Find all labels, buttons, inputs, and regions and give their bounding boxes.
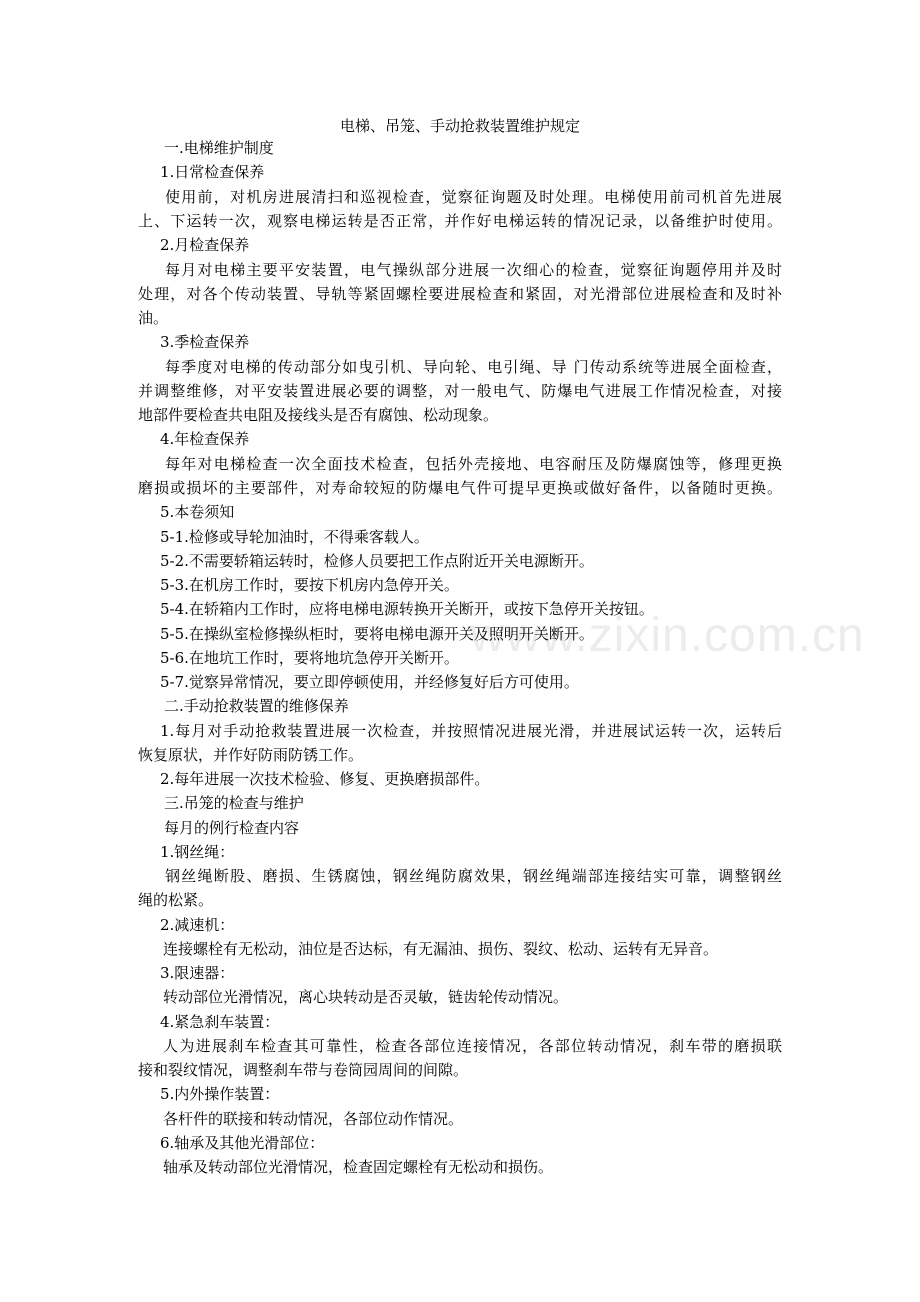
paragraph-line: 处理，对各个传动装置、导轨等紧固螺栓要进展检查和紧固，对光滑部位进展检查和及时补	[138, 285, 782, 303]
section-heading-cage: 三.吊笼的检查与维护	[164, 794, 304, 812]
paragraph-line: 人为进展刹车检查其可靠性，检查各部位连接情况，各部位转动情况，刹车带的磨损联	[163, 1037, 782, 1055]
paragraph-line: 使用前，对机房进展清扫和巡视检查，觉察征询题及时处理。电梯使用前司机首先进展	[165, 188, 782, 206]
note-item: 5-2.不需要轿箱运转时，检修人员要把工作点附近开关电源断开。	[160, 552, 594, 570]
paragraph-line: 地部件要检查共电阻及接线头是否有腐蚀、松动现象。	[138, 406, 499, 424]
subheading-monthly: 2.月检查保养	[160, 236, 250, 254]
note-item: 5-5.在操纵室检修操纵柜时，要将电梯电源开关及照明开关断开。	[160, 625, 594, 643]
item-heading-emergency-brake: 4.紧急刹车装置：	[160, 1013, 280, 1031]
note-item: 5-1.检修或导轮加油时，不得乘客载人。	[160, 528, 429, 546]
subheading-quarterly: 3.季检查保养	[160, 333, 250, 351]
subheading-daily: 1.日常检查保养	[160, 163, 265, 181]
paragraph-line: 磨损或损坏的主要部件，对寿命较短的防爆电气件可提早更换或做好备件，以备随时更换。	[138, 479, 782, 497]
note-item: 5-6.在地坑工作时，要将地坑急停开关断开。	[160, 649, 459, 667]
paragraph-line: 2.每年进展一次技术检验、修复、更换磨损部件。	[160, 770, 490, 788]
paragraph-line: 每年对电梯检查一次全面技术检查，包括外壳接地、电容耐压及防爆腐蚀等，修理更换	[165, 455, 782, 473]
section-heading-manual-rescue: 二.手动抢救装置的维修保养	[164, 697, 349, 715]
item-heading-reducer: 2.减速机：	[160, 916, 235, 934]
item-heading-operating-device: 5.内外操作装置：	[160, 1085, 280, 1103]
note-item: 5-3.在机房工作时，要按下机房内急停开关。	[160, 576, 459, 594]
item-heading-speed-limiter: 3.限速器：	[160, 964, 235, 982]
paragraph-line: 接和裂纹情况，调整刹车带与卷筒园周间的间隙。	[138, 1061, 469, 1079]
paragraph-line: 油。	[138, 309, 169, 327]
paragraph-line: 转动部位光滑情况，离心块转动是否灵敏，链齿轮传动情况。	[163, 988, 569, 1006]
paragraph-line: 每季度对电梯的传动部分如曳引机、导向轮、电引绳、导 门传动系统等进展全面检查，	[165, 358, 782, 376]
paragraph-line: 轴承及转动部位光滑情况，检查固定螺栓有无松动和损伤。	[163, 1158, 554, 1176]
paragraph-line: 钢丝绳断股、磨损、生锈腐蚀，钢丝绳防腐效果，钢丝绳端部连接结实可靠，调整钢丝	[165, 867, 782, 885]
paragraph-line: 1.每月对手动抢救装置进展一次检查，并按照情况进展光滑，并进展试运转一次，运转后	[160, 722, 782, 740]
paragraph-line: 绳的松紧。	[138, 891, 214, 909]
item-heading-wire-rope: 1.钢丝绳：	[160, 843, 235, 861]
paragraph-line: 各杆件的联接和转动情况，各部位动作情况。	[163, 1110, 464, 1128]
subheading-monthly-items: 每月的例行检查内容	[164, 819, 300, 837]
item-heading-bearings: 6.轴承及其他光滑部位：	[160, 1134, 325, 1152]
watermark: www.zixin.com.cn	[470, 609, 865, 662]
paragraph-line: 上、下运转一次，观察电梯运转是否正常，并作好电梯运转的情况记录，以备维护时使用。	[138, 212, 782, 230]
subheading-notes: 5.本卷须知	[160, 503, 235, 521]
paragraph-line: 并调整维修，对平安装置进展必要的调整，对一般电气、防爆电气进展工作情况检查，对接	[138, 382, 782, 400]
document-title: 电梯、吊笼、手动抢救装置维护规定	[339, 117, 580, 135]
section-heading-elevator: 一.电梯维护制度	[164, 139, 274, 157]
paragraph-line: 恢复原状，并作好防雨防锈工作。	[138, 746, 364, 764]
note-item: 5-7.觉察异常情况，要立即停顿使用，并经修复好后方可使用。	[160, 673, 579, 691]
paragraph-line: 连接螺栓有无松动，油位是否达标，有无漏油、损伤、裂纹、松动、运转有无异音。	[163, 940, 719, 958]
note-item: 5-4.在轿箱内工作时，应将电梯电源转换开关断开，或按下急停开关按钮。	[160, 600, 654, 618]
subheading-annual: 4.年检查保养	[160, 430, 250, 448]
paragraph-line: 每月对电梯主要平安装置，电气操纵部分进展一次细心的检查，觉察征询题停用并及时	[165, 261, 782, 279]
